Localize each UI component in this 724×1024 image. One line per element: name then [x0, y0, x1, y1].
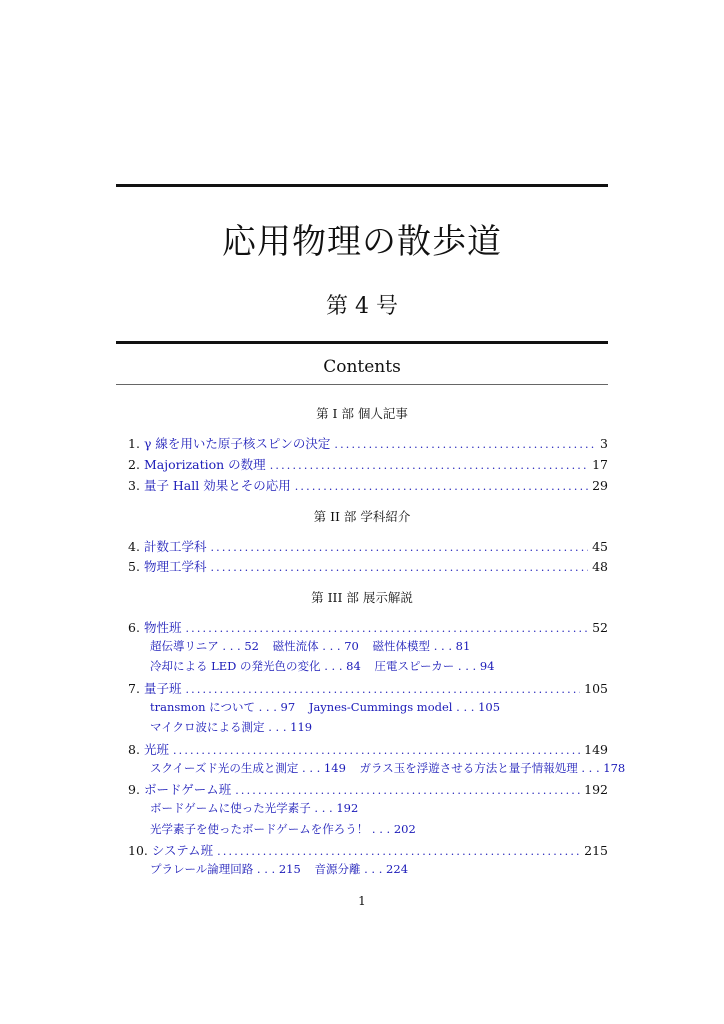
leader-dots	[334, 438, 596, 451]
toc-subentry-link[interactable]: transmon について . . . 97	[150, 700, 296, 714]
toc-entry-number: 3.	[128, 478, 140, 493]
toc-subentries	[150, 658, 610, 674]
toc-entry-page: 215	[584, 843, 608, 858]
toc-subentry-link[interactable]: マイクロ波による測定 . . . 119	[150, 720, 313, 734]
toc-subentries	[150, 760, 626, 776]
toc-entry-link[interactable]: ボードゲーム班	[143, 782, 232, 797]
toc-entry-page: 52	[592, 620, 608, 635]
toc-subentry-link[interactable]: 冷却による LED の発光色の変化 . . . 84	[150, 659, 361, 673]
toc-subentry-link[interactable]: 磁性体模型 . . . 81	[372, 639, 471, 653]
toc-entry-link[interactable]: システム班	[151, 843, 214, 858]
toc-entry[interactable]	[128, 618, 608, 636]
toc-subentries	[150, 800, 610, 816]
toc-entry[interactable]	[128, 434, 608, 452]
toc-entry-page: 3	[600, 436, 608, 451]
toc-subentry-link[interactable]: ガラス玉を浮遊させる方法と量子情報処理 . . . 178	[359, 761, 626, 775]
toc-entry-page: 17	[592, 457, 608, 472]
toc-entry-page: 45	[592, 539, 608, 554]
toc-entry[interactable]	[128, 780, 608, 798]
toc-subentry-link[interactable]: 磁性流体 . . . 70	[272, 639, 359, 653]
toc-subentry-link[interactable]: 圧電スピーカー . . . 94	[374, 659, 495, 673]
toc-entry-link[interactable]: 計数工学科	[143, 539, 207, 554]
toc-subentry-link[interactable]: 光学素子を使ったボードゲームを作ろう！ . . . 202	[150, 822, 416, 836]
toc-entry-number: 5.	[128, 559, 140, 574]
toc-entry-link[interactable]: 量子班	[143, 681, 182, 696]
toc-subentries	[150, 821, 610, 837]
toc-subentry-link[interactable]: スクイーズド光の生成と測定 . . . 149	[150, 761, 346, 775]
toc-entry-page: 192	[584, 782, 608, 797]
toc-entry-link[interactable]: 光班	[143, 742, 169, 757]
toc-entry[interactable]	[128, 476, 608, 494]
contents-heading: Contents	[323, 357, 401, 377]
toc-subentry-link[interactable]: 超伝導リニア . . . 52	[150, 639, 259, 653]
toc-subentries	[150, 638, 610, 654]
toc-subentry-link[interactable]: ボードゲームに使った光学素子 . . . 192	[150, 801, 359, 815]
toc-entry[interactable]	[128, 557, 608, 575]
toc-entry-page: 48	[592, 559, 608, 574]
toc-entry-page: 29	[592, 478, 608, 493]
toc-subentries	[150, 719, 610, 735]
toc-subentries	[150, 699, 610, 715]
toc-entry-number: 4.	[128, 539, 140, 554]
toc-entry[interactable]	[128, 740, 608, 758]
toc-entry[interactable]	[128, 455, 608, 473]
top-rule	[116, 184, 608, 187]
leader-dots	[235, 784, 580, 797]
toc-entry-number: 10.	[128, 843, 148, 858]
page-number: 1	[358, 894, 366, 908]
leader-dots	[210, 541, 588, 554]
toc-entry-number: 7.	[128, 681, 140, 696]
toc-entry-page: 149	[584, 742, 608, 757]
toc-subentry-link[interactable]: Jaynes-Cummings model . . . 105	[308, 700, 501, 714]
toc-subentries	[150, 861, 610, 877]
bottom-rule	[116, 341, 608, 344]
leader-dots	[295, 480, 588, 493]
toc-entry[interactable]	[128, 679, 608, 697]
toc-entry-page: 105	[584, 681, 608, 696]
toc-subentry-link[interactable]: プラレール論理回路 . . . 215	[150, 862, 301, 876]
document-title: 応用物理の散歩道	[222, 222, 502, 262]
toc-entry[interactable]	[128, 537, 608, 555]
toc-entry-number: 2.	[128, 457, 140, 472]
part-heading: 第 III 部 展示解説	[311, 590, 413, 605]
leader-dots	[217, 845, 580, 858]
toc-entry-link[interactable]: 物理工学科	[143, 559, 207, 574]
toc-entry-number: 9.	[128, 782, 140, 797]
toc-entry-link[interactable]: 量子 Hall 効果とその応用	[143, 478, 291, 493]
issue-number: 第 4 号	[326, 294, 398, 319]
toc-entry-link[interactable]: Majorization の数理	[143, 457, 266, 472]
part-heading: 第 I 部 個人記事	[316, 406, 408, 421]
leader-dots	[173, 744, 580, 757]
contents-rule	[116, 384, 608, 385]
toc-entry[interactable]	[128, 841, 608, 859]
toc-entry-link[interactable]: 物性班	[143, 620, 182, 635]
leader-dots	[185, 622, 588, 635]
leader-dots	[185, 683, 580, 696]
toc-entry-number: 6.	[128, 620, 140, 635]
toc-entry-number: 8.	[128, 742, 140, 757]
toc-entry-number: 1.	[128, 436, 140, 451]
toc-subentry-link[interactable]: 音源分離 . . . 224	[314, 862, 409, 876]
part-heading: 第 II 部 学科紹介	[313, 509, 411, 524]
leader-dots	[270, 459, 588, 472]
toc-entry-link[interactable]: γ 線を用いた原子核スピンの決定	[143, 436, 331, 451]
leader-dots	[210, 561, 588, 574]
